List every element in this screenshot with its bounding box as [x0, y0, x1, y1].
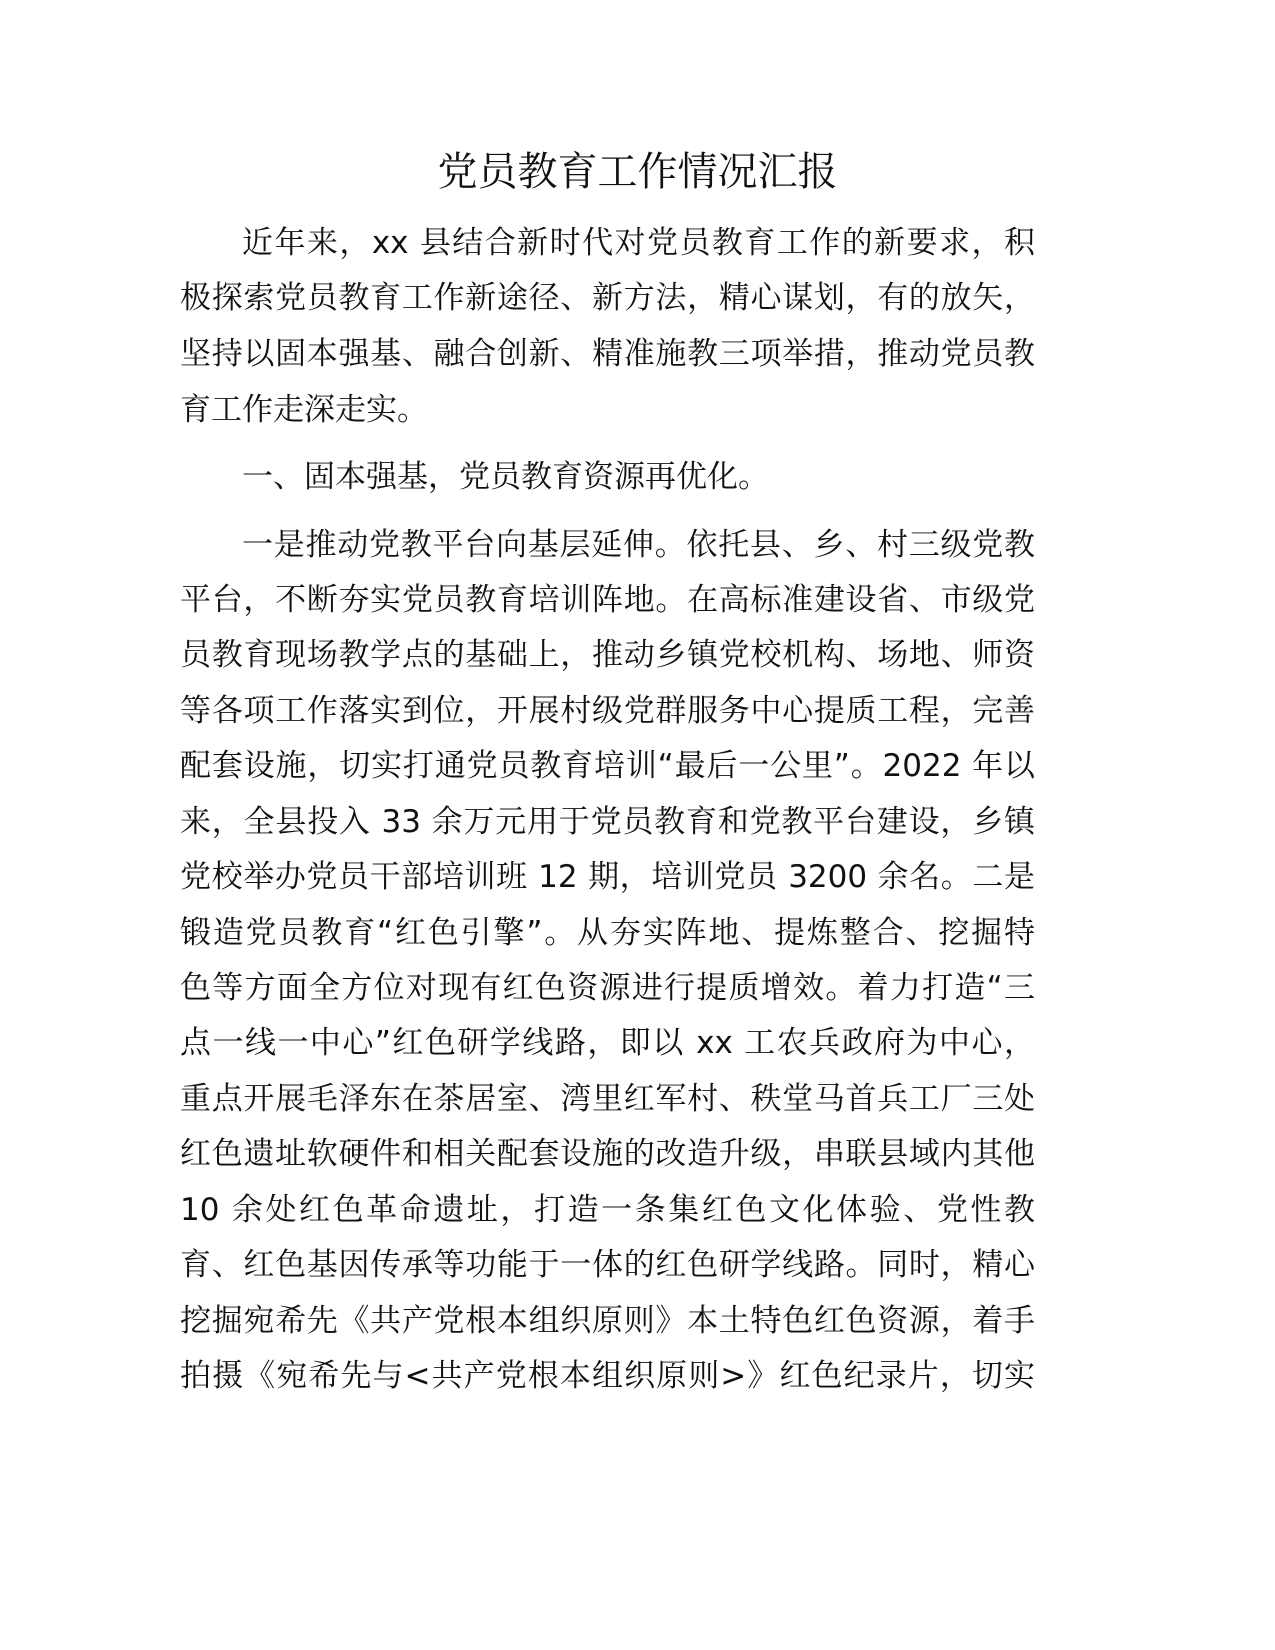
text-line: 红色遗址软硬件和相关配套设施的改造升级，串联县域内其他: [180, 1136, 1035, 1172]
text-line: 育、红色基因传承等功能于一体的红色研学线路。同时，精心: [180, 1247, 1035, 1283]
text-line: 近年来，xx 县结合新时代对党员教育工作的新要求，积: [242, 225, 1035, 261]
text-line: 等各项工作落实到位，开展村级党群服务中心提质工程，完善: [180, 693, 1035, 729]
text-line: 10 余处红色革命遗址，打造一条集红色文化体验、党性教: [180, 1192, 1035, 1228]
text-line: 来，全县投入 33 余万元用于党员教育和党教平台建设，乡镇: [180, 804, 1035, 840]
document-title: 党员教育工作情况汇报: [437, 149, 838, 195]
text-line: 极探索党员教育工作新途径、新方法，精心谋划，有的放矢，: [180, 280, 1035, 316]
text-line: 员教育现场教学点的基础上，推动乡镇党校机构、场地、师资: [180, 637, 1035, 673]
text-line: 拍摄《宛希先与<共产党根本组织原则>》红色纪录片，切实: [180, 1358, 1035, 1394]
text-line: 育工作走深走实。: [180, 392, 428, 428]
text-line: 点一线一中心”红色研学线路，即以 xx 工农兵政府为中心，: [180, 1025, 1035, 1061]
text-line: 一是推动党教平台向基层延伸。依托县、乡、村三级党教: [242, 527, 1035, 563]
text-line: 平台，不断夯实党员教育培训阵地。在高标准建设省、市级党: [180, 582, 1035, 618]
text-line: 配套设施，切实打通党员教育培训“最后一公里”。2022 年以: [180, 748, 1035, 784]
text-line: 重点开展毛泽东在茶居室、湾里红军村、秩堂马首兵工厂三处: [180, 1081, 1035, 1117]
heading-line: 一、固本强基，党员教育资源再优化。: [242, 459, 769, 495]
text-line: 锻造党员教育“红色引擎”。从夯实阵地、提炼整合、挖掘特: [180, 915, 1035, 951]
text-line: 挖掘宛希先《共产党根本组织原则》本土特色红色资源，着手: [180, 1303, 1035, 1339]
text-line: 党校举办党员干部培训班 12 期，培训党员 3200 余名。二是: [180, 859, 1035, 895]
text-line: 坚持以固本强基、融合创新、精准施教三项举措，推动党员教: [180, 336, 1035, 372]
text-line: 色等方面全方位对现有红色资源进行提质增效。着力打造“三: [180, 970, 1035, 1006]
